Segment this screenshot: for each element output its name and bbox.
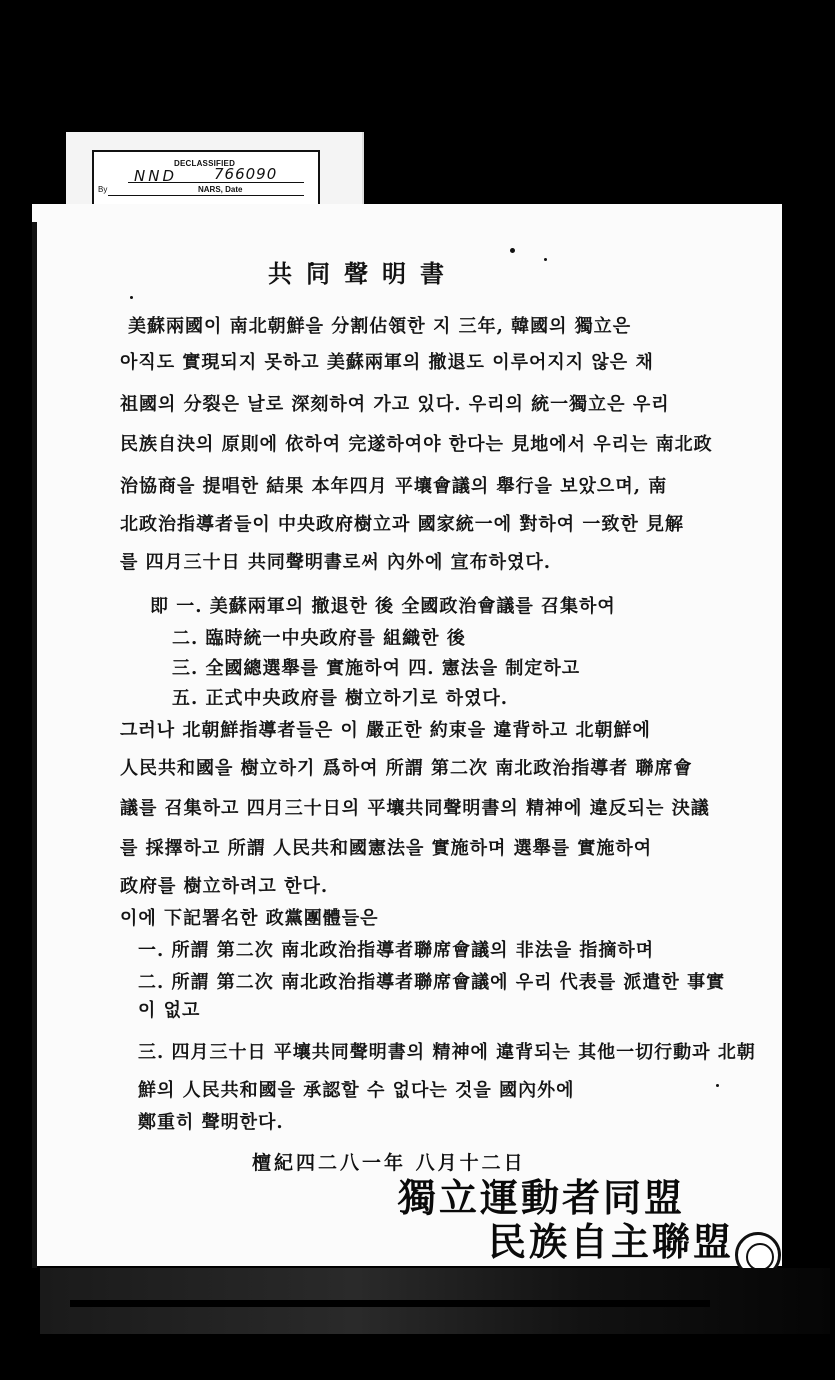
text-line: 一. 所謂 第二次 南北政治指導者聯席會議의 非法을 指摘하며	[138, 940, 655, 961]
text-line: 이 없고	[138, 1000, 201, 1021]
text-line: 民族自決의 原則에 依하여 完遂하여야 한다는 見地에서 우리는 南北政	[120, 434, 713, 455]
signature-line: 民族自主聯盟	[488, 1219, 735, 1264]
text-line: 이에 下記署名한 政黨團體들은	[120, 908, 379, 929]
text-line: 二. 臨時統一中央政府를 組織한 後	[172, 628, 466, 649]
ink-speck	[510, 248, 515, 253]
declassification-stamp	[92, 150, 320, 206]
text-line: 美蘇兩國이 南北朝鮮을 分割佔領한 지 三年, 韓國의 獨立은	[128, 316, 632, 337]
stamp-rule	[108, 195, 304, 196]
text-line: 政府를 樹立하려고 한다.	[120, 876, 329, 897]
text-line: 鮮의 人民共和國을 承認할 수 없다는 것을 國內外에	[138, 1080, 575, 1101]
stamp-number: 766090	[214, 165, 278, 183]
stamp-rule	[128, 182, 304, 183]
stamp-authority: NND	[134, 167, 177, 185]
signature-line: 獨立運動者同盟	[398, 1175, 686, 1220]
scan-dark-bar	[70, 1300, 710, 1307]
text-line: 鄭重히 聲明한다.	[138, 1112, 284, 1133]
text-line: 議를 召集하고 四月三十日의 平壤共同聲明書의 精神에 違反되는 決議	[120, 798, 710, 819]
document-date: 檀紀四二八一年 八月十二日	[252, 1152, 526, 1174]
text-line: 二. 所謂 第二次 南北政治指導者聯席會議에 우리 代表를 派遣한 事實	[138, 972, 726, 993]
text-line: 를 四月三十日 共同聲明書로써 內外에 宣布하였다.	[120, 552, 552, 573]
text-line: 祖國의 分裂은 날로 深刻하여 가고 있다. 우리의 統一獨立은 우리	[120, 394, 670, 415]
declassification-card	[66, 132, 364, 212]
text-line: 北政治指導者들이 中央政府樹立과 國家統一에 對하여 一致한 見解	[120, 514, 685, 535]
document-title: 共同聲明書	[268, 259, 458, 288]
text-line: 아직도 實現되지 못하고 美蘇兩軍의 撤退도 이루어지지 않은 채	[120, 352, 654, 373]
signature-block	[398, 1176, 734, 1264]
text-line: 即 一. 美蘇兩軍의 撤退한 後 全國政治會議를 召集하여	[150, 596, 616, 617]
text-line: 를 採擇하고 所謂 人民共和國憲法을 實施하며 選舉를 實施하여	[120, 838, 653, 859]
stamp-title: DECLASSIFIED	[174, 159, 236, 168]
text-line: 그러나 北朝鮮指導者들은 이 嚴正한 約束을 違背하고 北朝鮮에	[120, 720, 651, 741]
stamp-nars-label: NARS, Date	[198, 185, 243, 194]
seal-inner-ring	[746, 1243, 774, 1271]
text-line: 三. 四月三十日 平壤共同聲明書의 精神에 違背되는 其他一切行動과 北朝	[138, 1042, 756, 1063]
page-edge-shadow	[32, 222, 37, 1268]
text-line: 五. 正式中央政府를 樹立하기로 하였다.	[172, 688, 509, 709]
stamp-by-label: By	[98, 185, 108, 194]
ink-speck	[544, 258, 547, 261]
text-line: 治協商을 提唱한 結果 本年四月 平壤會議의 舉行을 보았으며, 南	[120, 476, 668, 497]
text-line: 人民共和國을 樹立하기 爲하여 所謂 第二次 南北政治指導者 聯席會	[120, 758, 693, 779]
ink-speck	[130, 296, 133, 299]
text-line: 三. 全國總選舉를 實施하여 四. 憲法을 制定하고	[172, 658, 581, 679]
ink-speck	[716, 1084, 719, 1087]
